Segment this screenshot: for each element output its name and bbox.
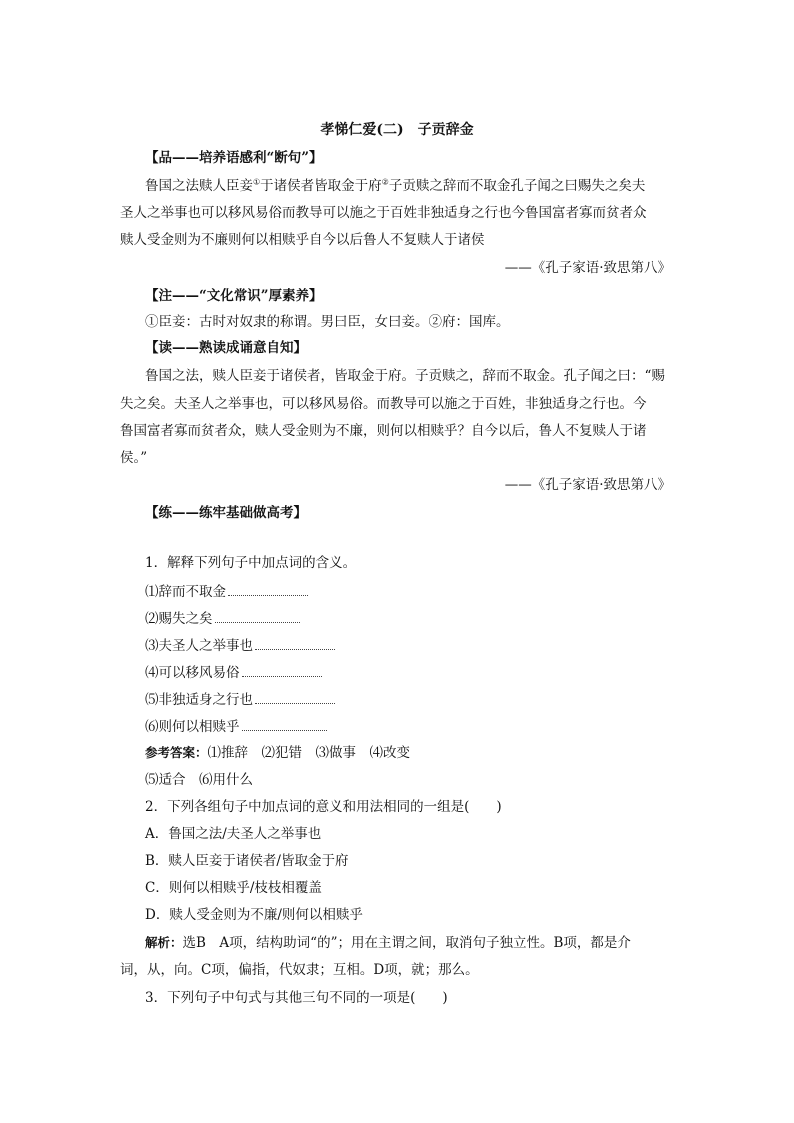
- unpunctuated-line-1: 鲁国之法赎人臣妾①于诸侯者皆取金于府②子贡赎之辞而不取金孔子闻之曰赐失之矣夫: [145, 177, 646, 194]
- question-1-item: ⑵赐失之矣: [145, 608, 300, 629]
- analysis-label: 解析：: [145, 935, 183, 950]
- question-1-item: ⑶夫圣人之举事也: [145, 635, 335, 656]
- page-title: 孝悌仁爱(二) 子贡辞金: [320, 122, 474, 138]
- unpunctuated-line-3: 赎人受金则为不廉则何以相赎乎自今以后鲁人不复赎人于诸侯: [120, 232, 485, 248]
- answer-blank[interactable]: [242, 716, 327, 731]
- section-heading-lian: 【练——练牢基础做高考】: [145, 505, 307, 521]
- answer-blank[interactable]: [228, 581, 308, 596]
- section-heading-du: 【读——熟读成诵意自知】: [145, 340, 307, 356]
- question-3-stem: 3．下列句子中句式与其他三句不同的一项是( ): [145, 990, 448, 1006]
- question-2-stem: 2．下列各组句子中加点词的意义和用法相同的一组是( ): [145, 799, 502, 815]
- answer-blank[interactable]: [242, 662, 322, 677]
- question-2-analysis: 解析：选B A项，结构助词“的”；用在主谓之间，取消句子独立性。B项，都是介: [145, 935, 631, 951]
- question-1-item: ⑴辞而不取金: [145, 581, 308, 602]
- question-2-option-b: B．赎人臣妾于诸侯者/皆取金于府: [145, 853, 349, 869]
- footnote-ref-2: ②: [381, 177, 389, 187]
- source-citation-2: ——《孔子家语·致思第八》: [504, 477, 671, 493]
- answer-blank[interactable]: [255, 635, 335, 650]
- punctuated-line-3: 鲁国富者寡而贫者众，赎人受金则为不廉，则何以相赎乎？自今以后，鲁人不复赎人于诸: [120, 423, 647, 439]
- question-1-answer: 参考答案：⑴推辞 ⑵犯错 ⑶做事 ⑷改变: [145, 745, 411, 761]
- question-1-item: ⑹则何以相赎乎: [145, 716, 327, 737]
- source-citation-1: ——《孔子家语·致思第八》: [504, 260, 671, 276]
- punctuated-line-1: 鲁国之法，赎人臣妾于诸侯者，皆取金于府。子贡赎之，辞而不取金。孔子闻之曰：“赐: [145, 368, 665, 384]
- punctuated-line-4: 侯。”: [120, 450, 148, 466]
- question-2-option-c: C．则何以相赎乎/枝枝相覆盖: [145, 880, 322, 896]
- footnote-ref-1: ①: [253, 177, 261, 187]
- answer-blank[interactable]: [215, 608, 300, 623]
- footnote-text: ①臣妾：古时对奴隶的称谓。男曰臣，女曰妾。②府：国库。: [145, 314, 510, 330]
- question-1-answer-cont: ⑸适合 ⑹用什么: [145, 772, 253, 788]
- punctuated-line-2: 失之矣。夫圣人之举事也，可以移风易俗。而教导可以施之于百姓，非独适身之行也。今: [120, 396, 647, 412]
- answer-blank[interactable]: [255, 689, 335, 704]
- question-1-stem: 1．解释下列句子中加点词的含义。: [145, 555, 357, 571]
- question-2-option-a: A．鲁国之法/夫圣人之举事也: [145, 826, 322, 842]
- answer-label: 参考答案：: [145, 745, 208, 760]
- question-2-analysis-cont: 词，从，向。C项，偏指，代奴隶；互相。D项，就；那么。: [120, 962, 479, 978]
- section-heading-pin: 【品——培养语感利“断句”】: [145, 150, 323, 166]
- unpunctuated-line-2: 圣人之举事也可以移风易俗而教导可以施之于百姓非独适身之行也今鲁国富者寡而贫者众: [120, 205, 647, 221]
- question-1-item: ⑸非独适身之行也: [145, 689, 335, 710]
- question-2-option-d: D．赎人受金则为不廉/则何以相赎乎: [145, 907, 363, 923]
- section-heading-zhu: 【注——“文化常识”厚素养】: [145, 288, 323, 304]
- question-1-item: ⑷可以移风易俗: [145, 662, 322, 683]
